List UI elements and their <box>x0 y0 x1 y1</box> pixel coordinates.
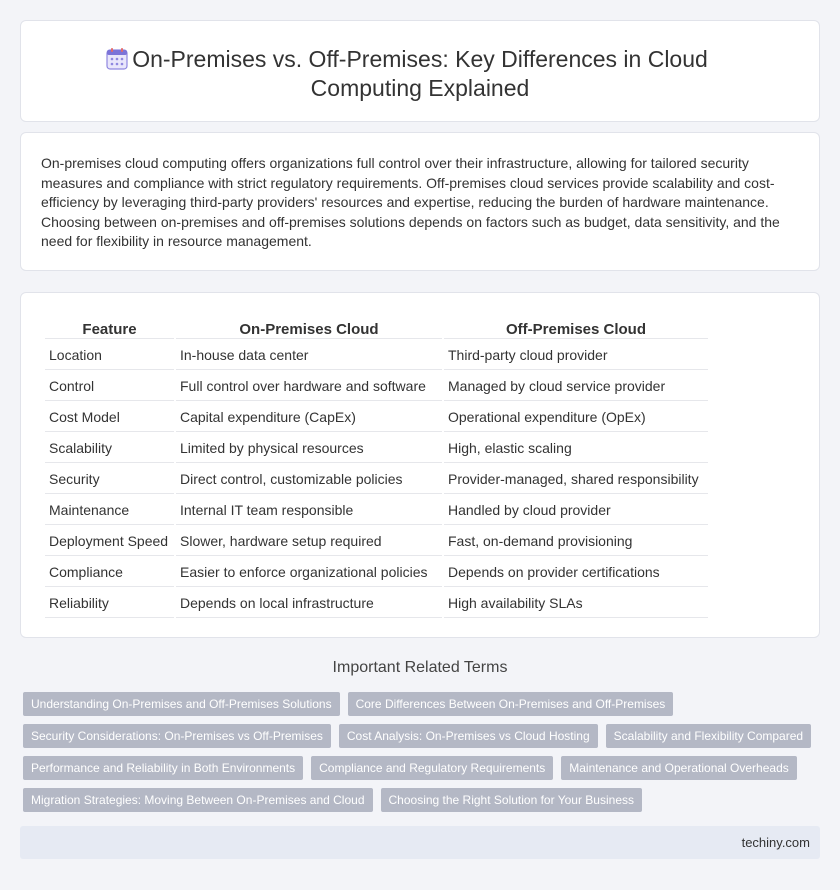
off-premises-cell: Depends on provider certifications <box>444 558 708 587</box>
off-premises-cell: Third-party cloud provider <box>444 341 708 370</box>
off-premises-cell: Fast, on-demand provisioning <box>444 527 708 556</box>
title-card <box>20 20 820 122</box>
table-header-row <box>45 317 708 339</box>
footer-site-link[interactable]: techiny.com <box>741 835 810 850</box>
header-feature: Feature <box>45 317 174 339</box>
intro-paragraph: On-premises cloud computing offers organizations full control over their infrastructure, allowing for tailored security measures and compliance with strict regulatory requirements. Off-premises cloud services provide scalability and cost-efficiency by leveraging third-party providers' resources and expertise, reducing the burden of hardware maintenance. Choosing between on-premises and off-premises solutions depends on factors such as budget, data sensitivity, and the need for flexibility in resource management. <box>41 155 780 249</box>
off-premises-cell: Provider-managed, shared responsibility <box>444 465 708 494</box>
table-row <box>45 465 708 494</box>
related-tag-row <box>23 756 797 780</box>
related-tag-row <box>23 692 673 716</box>
related-tag-link[interactable]: Security Considerations: On-Premises vs Off-Premises <box>23 724 331 748</box>
header-on-premises: On-Premises Cloud <box>176 317 442 339</box>
on-premises-cell: Slower, hardware setup required <box>176 527 442 556</box>
feature-cell: Reliability <box>45 589 174 618</box>
related-tag-link[interactable]: Core Differences Between On-Premises and Off-Premises <box>348 692 674 716</box>
on-premises-cell: In-house data center <box>176 341 442 370</box>
footer <box>20 826 820 859</box>
table-row <box>45 372 708 401</box>
related-tag-link[interactable]: Maintenance and Operational Overheads <box>561 756 796 780</box>
related-tag-link[interactable]: Scalability and Flexibility Compared <box>606 724 811 748</box>
feature-cell: Compliance <box>45 558 174 587</box>
table-row <box>45 434 708 463</box>
header-off-premises: Off-Premises Cloud <box>444 317 708 339</box>
comparison-table <box>43 315 710 620</box>
on-premises-cell: Direct control, customizable policies <box>176 465 442 494</box>
feature-cell: Deployment Speed <box>45 527 174 556</box>
off-premises-cell: High, elastic scaling <box>444 434 708 463</box>
related-tag-link[interactable]: Cost Analysis: On-Premises vs Cloud Hosting <box>339 724 598 748</box>
feature-cell: Maintenance <box>45 496 174 525</box>
table-row <box>45 558 708 587</box>
intro-card <box>20 132 820 271</box>
comparison-table-card <box>20 292 820 638</box>
feature-cell: Cost Model <box>45 403 174 432</box>
table-row <box>45 341 708 370</box>
table-row <box>45 589 708 618</box>
table-row <box>45 496 708 525</box>
off-premises-cell: Handled by cloud provider <box>444 496 708 525</box>
on-premises-cell: Easier to enforce organizational policies <box>176 558 442 587</box>
feature-cell: Location <box>45 341 174 370</box>
related-terms-heading: Important Related Terms <box>332 659 508 676</box>
on-premises-cell: Depends on local infrastructure <box>176 589 442 618</box>
table-row <box>45 403 708 432</box>
table-row <box>45 527 708 556</box>
feature-cell: Control <box>45 372 174 401</box>
feature-cell: Scalability <box>45 434 174 463</box>
related-tag-row <box>23 788 642 812</box>
related-tag-row <box>23 724 811 748</box>
off-premises-cell: Operational expenditure (OpEx) <box>444 403 708 432</box>
page-title: On-Premises vs. Off-Premises: Key Differences in Cloud Computing Explained <box>132 46 708 101</box>
on-premises-cell: Internal IT team responsible <box>176 496 442 525</box>
on-premises-cell: Capital expenditure (CapEx) <box>176 403 442 432</box>
feature-cell: Security <box>45 465 174 494</box>
off-premises-cell: High availability SLAs <box>444 589 708 618</box>
related-tag-link[interactable]: Migration Strategies: Moving Between On-Premises and Cloud <box>23 788 373 812</box>
on-premises-cell: Full control over hardware and software <box>176 372 442 401</box>
on-premises-cell: Limited by physical resources <box>176 434 442 463</box>
related-tag-link[interactable]: Performance and Reliability in Both Environments <box>23 756 303 780</box>
off-premises-cell: Managed by cloud service provider <box>444 372 708 401</box>
related-tag-link[interactable]: Compliance and Regulatory Requirements <box>311 756 553 780</box>
related-tag-link[interactable]: Understanding On-Premises and Off-Premises Solutions <box>23 692 340 716</box>
related-tag-link[interactable]: Choosing the Right Solution for Your Business <box>381 788 643 812</box>
